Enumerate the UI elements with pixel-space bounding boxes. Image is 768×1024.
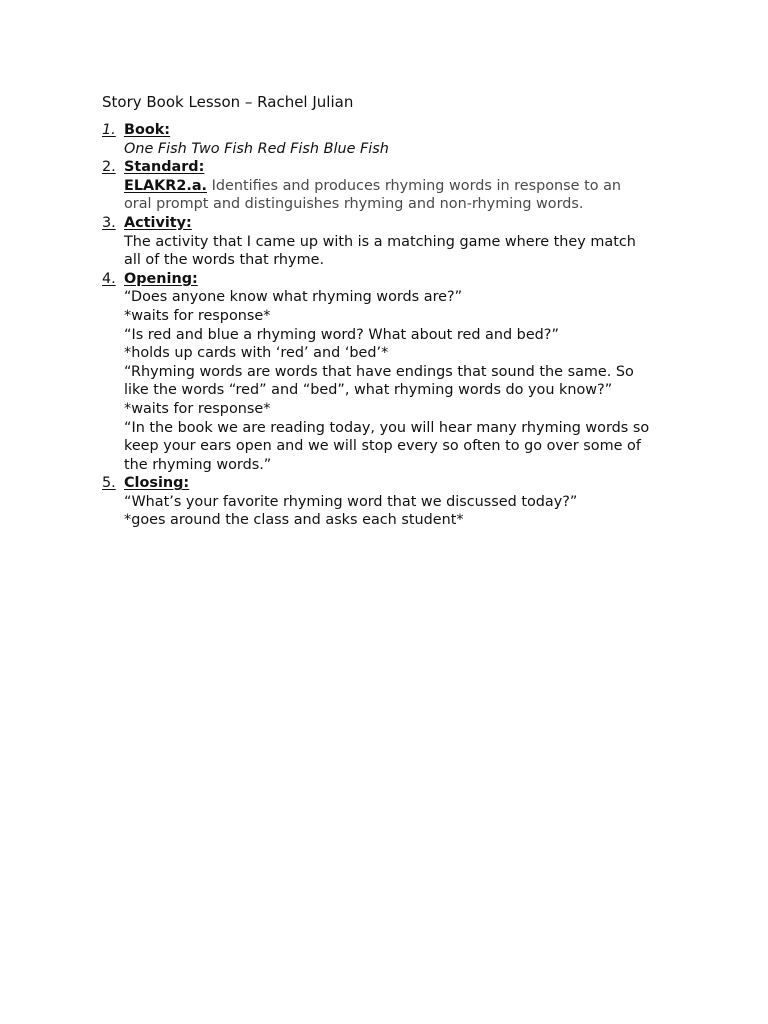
section-standard	[102, 158, 702, 214]
paragraph-line: “Is red and blue a rhyming word? What about red and bed?”	[124, 326, 559, 343]
paragraph-line: keep your ears open and we will stop every so often to go over some of	[124, 438, 641, 455]
section-heading-opening: Opening:	[124, 270, 198, 287]
section-number: 4.	[102, 270, 116, 287]
paragraph-line: *waits for response*	[124, 400, 271, 417]
section-body-activity	[124, 233, 684, 270]
paragraph-line: *goes around the class and asks each student*	[124, 512, 464, 529]
paragraph-line: “Rhyming words are words that have endings that sound the same. So	[124, 363, 634, 380]
section-closing	[102, 474, 702, 530]
section-number: 1.	[102, 122, 116, 138]
section-number: 2.	[102, 159, 116, 176]
book-title-line: One Fish Two Fish Red Fish Blue Fish	[124, 140, 389, 157]
paragraph-line: The activity that I came up with is a matching game where they match	[124, 233, 636, 250]
paragraph-line: “Does anyone know what rhyming words are?”	[124, 289, 463, 306]
paragraph-line: like the words “red” and “bed”, what rhyming words do you know?”	[124, 382, 613, 399]
section-body-closing	[124, 493, 684, 530]
section-body-book	[124, 140, 684, 159]
paragraph-line: all of the words that rhyme.	[124, 252, 325, 269]
standard-text: Identifies and produces rhyming words in response to an	[207, 177, 622, 194]
paragraph-line: “What’s your favorite rhyming word that we discussed today?”	[124, 493, 578, 510]
lesson-outline	[102, 121, 702, 530]
section-heading-standard: Standard:	[124, 159, 205, 176]
section-number: 3.	[102, 214, 116, 231]
paragraph-line: the rhyming words.”	[124, 456, 272, 473]
section-heading-book: Book:	[124, 122, 171, 138]
section-activity	[102, 214, 702, 270]
standard-code: ELAKR2.a.	[124, 177, 208, 194]
section-heading-activity: Activity:	[124, 214, 192, 231]
section-heading-closing: Closing:	[124, 475, 190, 492]
section-body-standard	[124, 177, 684, 214]
section-number: 5.	[102, 475, 116, 492]
paragraph-line: “In the book we are reading today, you will hear many rhyming words so	[124, 419, 650, 436]
section-body-opening	[124, 288, 684, 474]
document-title: Story Book Lesson – Rachel Julian	[102, 93, 354, 111]
paragraph-line: *waits for response*	[124, 307, 271, 324]
paragraph-line: *holds up cards with ‘red’ and ‘bed’*	[124, 345, 389, 362]
standard-text-line: oral prompt and distinguishes rhyming and non-rhyming words.	[124, 196, 584, 213]
standard-first-line	[124, 177, 684, 196]
section-opening	[102, 270, 702, 475]
section-book	[102, 121, 702, 158]
